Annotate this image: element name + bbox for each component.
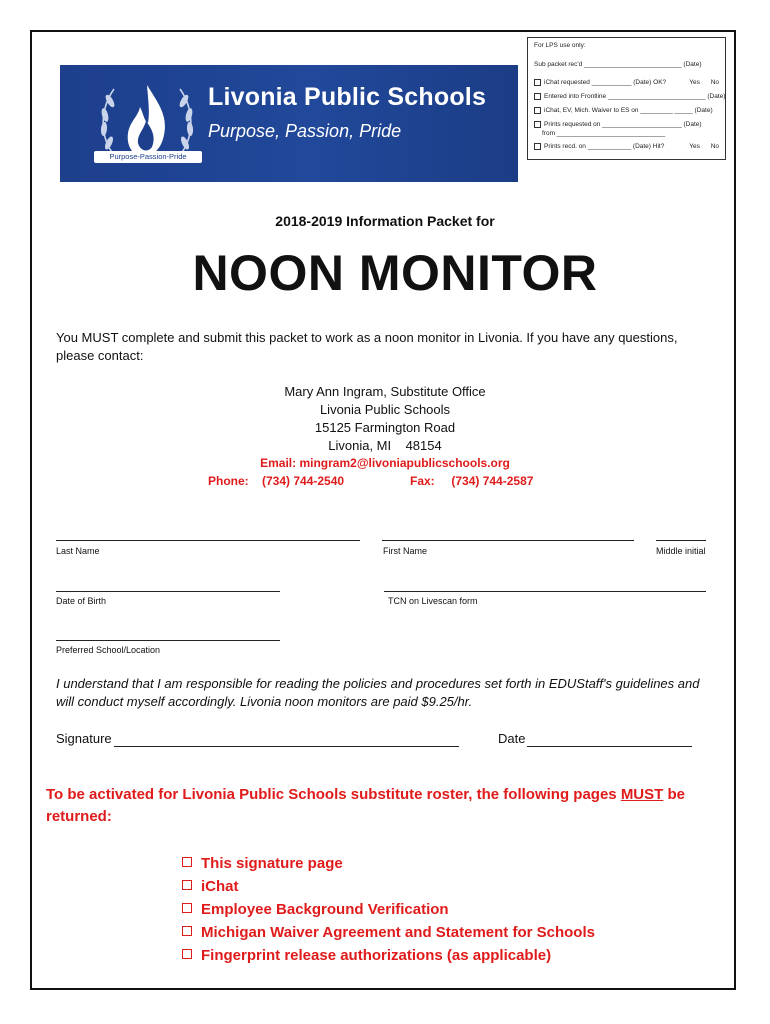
required-page-label: This signature page [201, 855, 343, 872]
tcn-label: TCN on Livescan form [388, 596, 478, 606]
phone-label: Phone: [208, 474, 249, 488]
responsibility-statement: I understand that I am responsible for reading the policies and procedures set forth in EDUStaff's guidelines and will conduct myself accordingly. Livonia noon monitors are paid $9.25/hr. [56, 676, 700, 709]
contact-org: Livonia Public Schools [319, 402, 451, 417]
lps-row-text: Prints requested on ______________________ (Date) [544, 121, 702, 129]
middle-initial-label: Middle initial [656, 546, 706, 556]
signature-field[interactable] [114, 746, 459, 747]
lps-use-only-box [527, 37, 726, 160]
checkbox-icon [182, 926, 192, 936]
lps-row-prints-received [534, 143, 719, 150]
lps-sub-packet-line: Sub packet rec'd ___________________________ (Date) [534, 61, 702, 68]
dob-label: Date of Birth [56, 596, 107, 606]
no-label: No [710, 143, 719, 150]
middle-initial-field[interactable] [656, 540, 706, 541]
required-page-label: Employee Background Verification [201, 901, 449, 918]
signature-label: Signature [56, 731, 112, 746]
yes-label: Yes [689, 143, 700, 150]
yes-no [689, 79, 719, 86]
contact-city: Livonia, MI 48154 [328, 438, 442, 453]
lps-row-frontline [534, 93, 726, 101]
logo-tagline: Purpose, Passion, Pride [208, 121, 402, 141]
first-name-label: First Name [383, 546, 428, 556]
required-page-label: Michigan Waiver Agreement and Statement for Schools [201, 924, 595, 941]
fax-number: (734) 744-2587 [451, 474, 534, 488]
lps-row-text: iChat requested ___________ (Date) OK? [544, 79, 667, 87]
fax-label: Fax: [410, 474, 435, 488]
list-item [182, 921, 595, 944]
yes-no [689, 143, 719, 150]
list-item [182, 944, 595, 967]
packet-title: 2018-2019 Information Packet for [275, 213, 495, 229]
page-title: NOON MONITOR [192, 245, 598, 301]
no-label: No [710, 79, 719, 86]
list-item [182, 875, 595, 898]
tcn-field[interactable] [384, 591, 706, 592]
intro-paragraph: You MUST complete and submit this packet to work as a noon monitor in Livonia. If you have any questions, please contact: [56, 330, 678, 363]
first-name-field[interactable] [382, 540, 634, 541]
contact-email: Email: mingram2@livoniapublicschools.org [260, 456, 510, 470]
lps-row-text: Entered into Frontline ___________________________ (Date) [544, 93, 726, 101]
checkbox[interactable] [534, 143, 541, 150]
dob-field[interactable] [56, 591, 280, 592]
phone-number: (734) 744-2540 [262, 474, 345, 488]
last-name-field[interactable] [56, 540, 360, 541]
last-name-label: Last Name [56, 546, 100, 556]
checkbox-icon [182, 949, 192, 959]
list-item [182, 852, 595, 875]
lps-row-text: Prints recd. on ____________ (Date) Hit? [544, 143, 665, 151]
lps-row-ichat [534, 79, 719, 86]
contact-phone [208, 474, 344, 488]
activation-must: MUST [620, 786, 664, 803]
date-label: Date [498, 731, 526, 746]
checkbox-icon [182, 903, 192, 913]
logo-ribbon [94, 151, 202, 163]
checkbox-icon [182, 880, 192, 890]
checkbox-icon [182, 857, 192, 867]
lps-row-prints-from: from ______________________________ [542, 130, 666, 137]
activation-notice [46, 784, 726, 828]
checkbox[interactable] [534, 93, 541, 100]
activation-text-start: To be activated for Livonia Public Schools substitute roster, the following pages [46, 786, 621, 803]
logo-school-name: Livonia Public Schools [208, 83, 487, 111]
checkbox[interactable] [534, 107, 541, 114]
yes-label: Yes [689, 79, 700, 86]
required-pages-list [182, 852, 595, 967]
list-item [182, 898, 595, 921]
contact-fax [410, 474, 533, 488]
checkbox[interactable] [534, 121, 541, 128]
required-page-label: iChat [201, 878, 239, 895]
preferred-school-label: Preferred School/Location [56, 645, 161, 655]
lps-row-waiver [534, 107, 719, 114]
lps-box-heading: For LPS use only: [534, 42, 586, 49]
school-logo-banner [60, 65, 518, 182]
preferred-school-field[interactable] [56, 640, 280, 641]
activation-text-end: be returned: [46, 786, 685, 825]
contact-name: Mary Ann Ingram, Substitute Office [284, 384, 486, 399]
contact-street: 15125 Farmington Road [314, 420, 456, 435]
lps-row-prints-requested [534, 121, 719, 128]
checkbox[interactable] [534, 79, 541, 86]
required-page-label: Fingerprint release authorizations (as applicable) [201, 947, 552, 964]
lps-row-text: iChat, EV, Mich. Waiver to ES on _________ _____ (Date) [544, 107, 713, 115]
logo-ribbon-text: Purpose-Passion-Pride [109, 152, 187, 161]
date-field[interactable] [527, 746, 692, 747]
